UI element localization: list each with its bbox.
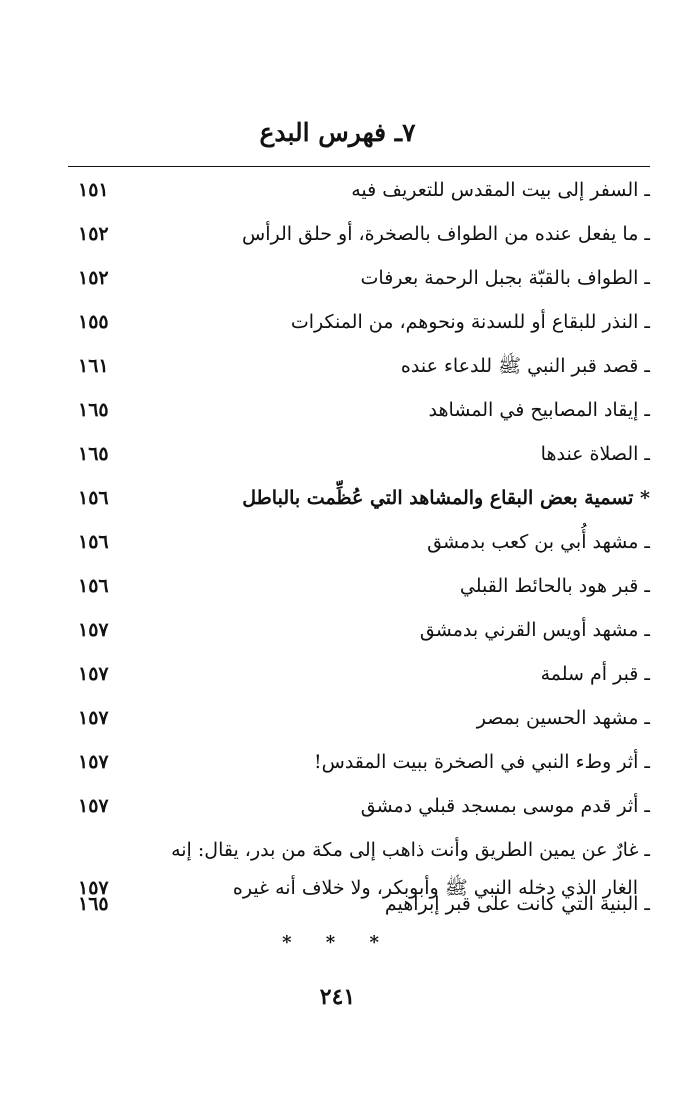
index-entry <box>68 300 650 344</box>
index-entry <box>68 344 650 388</box>
index-entry <box>68 882 650 926</box>
entry-text: ـ النذر للبقاع أو للسدنة ونحوهم، من المنكرات <box>290 311 650 333</box>
entry-text: ـ أثر قدم موسى بمسجد قبلي دمشق <box>360 795 650 817</box>
index-entry <box>68 432 650 476</box>
index-entry <box>68 212 650 256</box>
index-entry <box>68 740 650 784</box>
index-entry <box>68 256 650 300</box>
entry-page-number: ١٥٦ <box>78 531 109 553</box>
entry-page-number: ١٥٧ <box>78 663 109 685</box>
index-section-heading <box>68 476 650 520</box>
entry-page-number: ١٥٢ <box>78 267 109 289</box>
entry-page-number: ١٥٢ <box>78 223 109 245</box>
page-number: ٢٤١ <box>319 984 356 1010</box>
index-entry <box>68 608 650 652</box>
entry-page-number: ١٥٧ <box>78 707 109 729</box>
entry-page-number: ١٦٥ <box>78 443 109 465</box>
section-heading-text: * تسمية بعض البقاع والمشاهد التي عُظِّمت بالباطل <box>242 487 650 509</box>
page-title: ٧ـ فهرس البدع <box>259 118 416 147</box>
entry-page-number: ١٥٦ <box>78 575 109 597</box>
entry-page-number: ١٦٥ <box>78 399 109 421</box>
entry-page-number: ١٥٦ <box>78 487 109 509</box>
entry-page-number: ١٥٧ <box>78 619 109 641</box>
index-entry <box>68 564 650 608</box>
entry-text: ـ السفر إلى بيت المقدس للتعريف فيه <box>351 179 650 201</box>
entry-page-number: ١٥٧ <box>78 877 109 899</box>
index-entry <box>68 520 650 564</box>
entry-text: ـ قصد قبر النبي ﷺ للدعاء عنده <box>400 355 650 377</box>
entry-text: الغار الذي دخله النبي ﷺ وأبوبكر، ولا خلاف أنه غيره <box>232 877 638 899</box>
section-end-ornament: * * * <box>282 932 393 953</box>
entry-text: ـ أثر وطء النبي في الصخرة ببيت المقدس! <box>314 751 650 773</box>
entry-page-number: ١٦٥ <box>78 893 109 915</box>
entry-text: ـ قبر هود بالحائط القبلي <box>459 575 650 597</box>
entry-text: ـ قبر أم سلمة <box>540 663 650 685</box>
entry-text: ـ مشهد أويس القرني بدمشق <box>419 619 650 641</box>
entry-text: ـ البنية التي كانت على قبر إبراهيم <box>384 893 650 915</box>
title-divider <box>68 166 650 167</box>
entry-text: ـ غارٌ عن يمين الطريق وأنت ذاهب إلى مكة من بدر، يقال: إنه <box>171 839 650 861</box>
entry-text: ـ ما يفعل عنده من الطواف بالصخرة، أو حلق الرأس <box>242 223 650 245</box>
entry-page-number: ١٥٧ <box>78 795 109 817</box>
entry-text: ـ مشهد أُبي بن كعب بدمشق <box>427 531 650 553</box>
index-entry <box>68 168 650 212</box>
index-entry <box>68 652 650 696</box>
index-entry <box>68 696 650 740</box>
entry-text: ـ مشهد الحسين بمصر <box>476 707 650 729</box>
entry-page-number: ١٥٥ <box>78 311 109 333</box>
entry-page-number: ١٥١ <box>78 179 109 201</box>
entry-text: ـ الطواف بالقبّة بجبل الرحمة بعرفات <box>360 267 650 289</box>
index-entry <box>68 784 650 828</box>
entry-page-number: ١٦١ <box>78 355 109 377</box>
index-entry <box>68 388 650 432</box>
entry-page-number: ١٥٧ <box>78 751 109 773</box>
entry-text: ـ إيقاد المصابيح في المشاهد <box>428 399 650 421</box>
entry-text: ـ الصلاة عندها <box>540 443 650 465</box>
